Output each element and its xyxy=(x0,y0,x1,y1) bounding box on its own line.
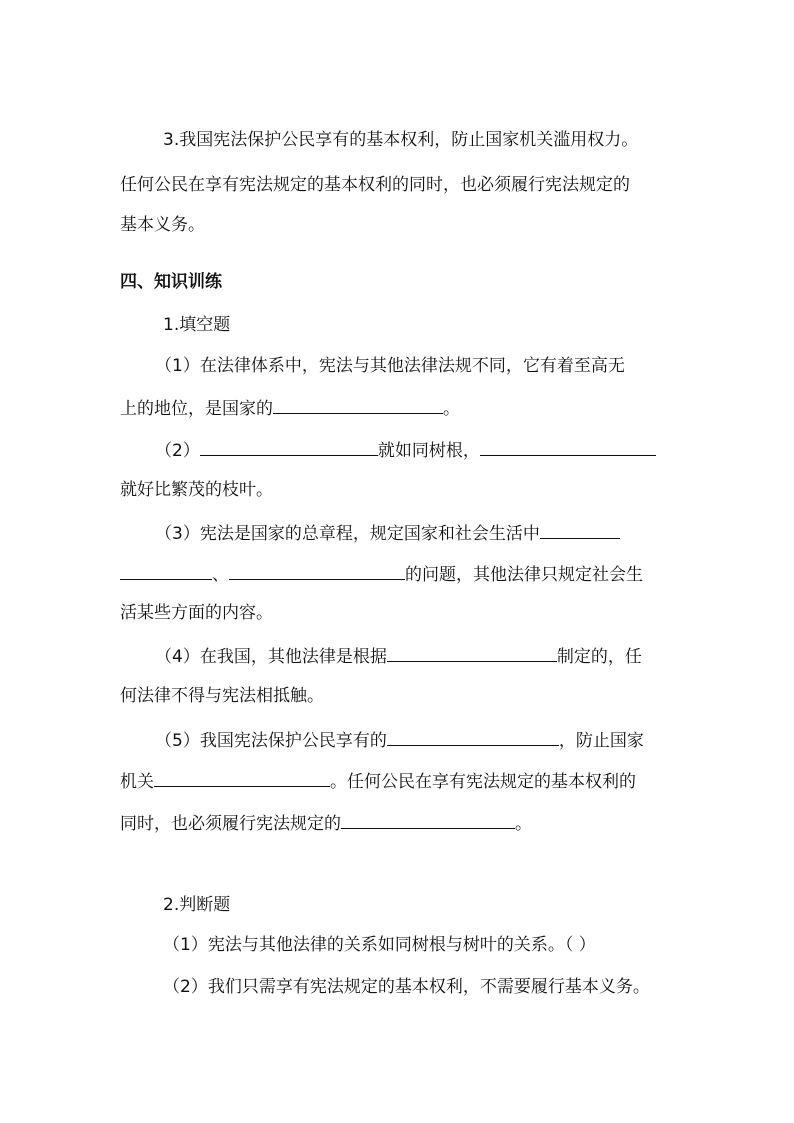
q1-end: 。 xyxy=(443,399,460,419)
q3-line-3: 活某些方面的内容。 xyxy=(120,603,273,623)
q5-line-1 xyxy=(155,727,644,753)
judge-q1: （1）宪法与其他法律的关系如同树根与树叶的关系。（ ） xyxy=(163,935,596,955)
q2-num: （2） xyxy=(155,441,200,461)
intro-line-1: 3.我国宪法保护公民享有的基本权利，防止国家机关滥用权力。 xyxy=(163,130,639,150)
q5-text-2: ，防止国家 xyxy=(558,731,644,751)
q1-blank[interactable] xyxy=(273,395,443,414)
q5-line-3 xyxy=(120,810,532,836)
q1-line-1: （1）在法律体系中，宪法与其他法律法规不同，它有着至高无 xyxy=(155,356,625,376)
q2-text: 就如同树根， xyxy=(377,441,480,461)
q2-line-2: 就好比繁茂的枝叶。 xyxy=(120,480,273,500)
q3-line-2 xyxy=(120,561,643,587)
q5-blank-2[interactable] xyxy=(154,768,330,787)
q4-line-1 xyxy=(155,643,642,669)
q5-text-3: 机关 xyxy=(120,772,154,792)
q4-line-2: 何法律不得与宪法相抵触。 xyxy=(120,686,324,706)
q3-text-2: 的问题，其他法律只规定社会生 xyxy=(405,565,643,585)
q5-text-5: 同时，也必须履行宪法规定的 xyxy=(120,814,341,834)
judge-title: 2.判断题 xyxy=(163,895,231,915)
q1-text: 上的地位，是国家的 xyxy=(120,399,273,419)
q5-blank-3[interactable] xyxy=(341,810,515,829)
q5-text: （5）我国宪法保护公民享有的 xyxy=(155,731,387,751)
q3-blank-1a[interactable] xyxy=(540,520,620,539)
q3-line-1 xyxy=(155,520,620,546)
q3-blank-1b[interactable] xyxy=(120,561,212,580)
intro-line-2: 任何公民在享有宪法规定的基本权利的同时，也必须履行宪法规定的 xyxy=(120,175,630,195)
q2-blank-2[interactable] xyxy=(480,437,656,456)
section-title: 四、知识训练 xyxy=(120,272,222,292)
q4-blank[interactable] xyxy=(387,643,557,662)
q5-end: 。 xyxy=(515,814,532,834)
q1-line-2 xyxy=(120,395,460,421)
fill-in-title: 1.填空题 xyxy=(163,315,231,335)
q4-text-2: 制定的，任 xyxy=(556,647,642,667)
q5-blank-1[interactable] xyxy=(387,727,559,746)
intro-line-3: 基本义务。 xyxy=(120,215,205,235)
q3-text: （3）宪法是国家的总章程，规定国家和社会生活中 xyxy=(155,524,540,544)
q5-line-2 xyxy=(120,768,636,794)
q4-text: （4）在我国，其他法律是根据 xyxy=(155,647,387,667)
q3-blank-2[interactable] xyxy=(229,561,405,580)
judge-q2: （2）我们只需享有宪法规定的基本权利，不需要履行基本义务。 xyxy=(163,977,650,997)
q3-sep: 、 xyxy=(212,565,229,585)
q5-text-4: 。任何公民在享有宪法规定的基本权利的 xyxy=(330,772,636,792)
q2-line-1 xyxy=(155,437,656,463)
q2-blank-1[interactable] xyxy=(200,437,378,456)
